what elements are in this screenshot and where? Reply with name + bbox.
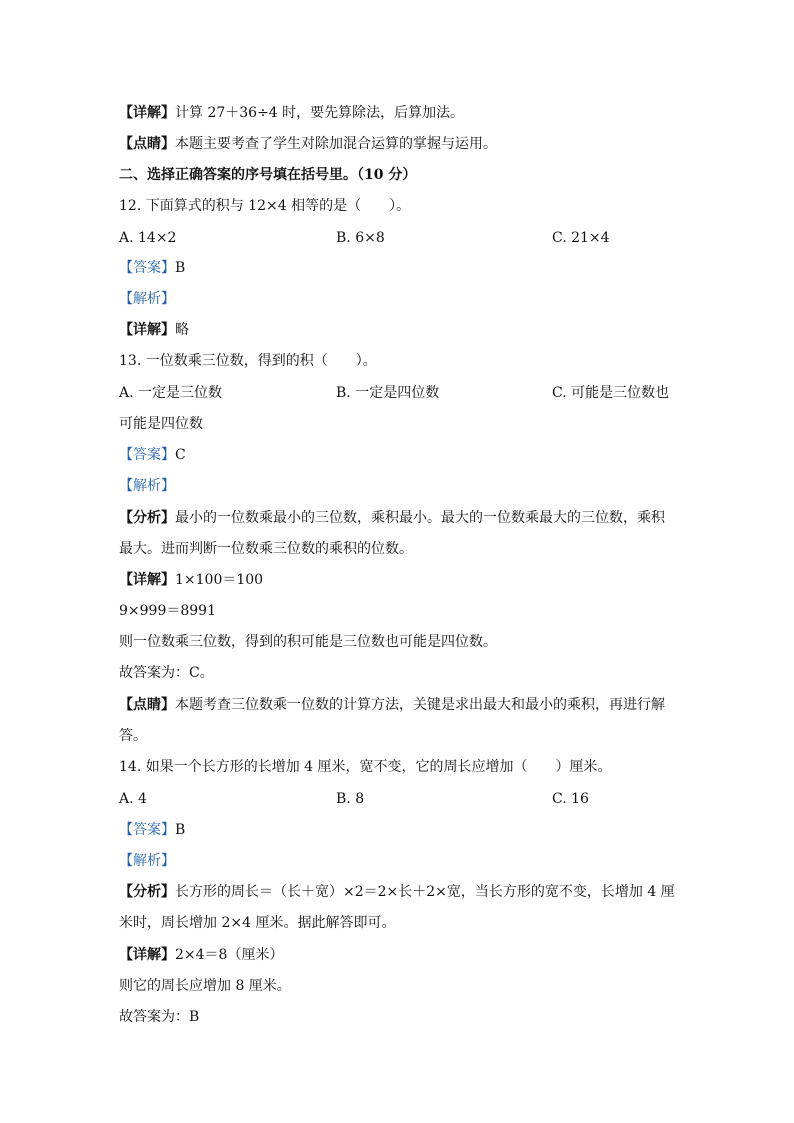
- final-answer-line: 故答案为：C。: [119, 665, 214, 681]
- section-heading: 二、选择正确答案的序号填在括号里。（10 分）: [119, 167, 417, 183]
- q14-option-c: C. 16: [552, 791, 589, 807]
- answer-line: [119, 821, 185, 839]
- key-point-continued: 答。: [119, 728, 147, 744]
- analysis-detail-text: 最小的一位数乘最小的三位数，乘积最小。最大的一位数乘最大的三位数，乘积: [175, 510, 665, 526]
- key-point-line: [119, 135, 497, 153]
- detail-continued: 则一位数乘三位数，得到的积可能是三位数也可能是四位数。: [119, 634, 497, 650]
- q13-option-a: A. 一定是三位数: [119, 385, 223, 401]
- detail-tag: 【详解】: [119, 105, 175, 121]
- detail-text: 计算 27＋36÷4 时，要先算除法，后算加法。: [175, 105, 465, 121]
- question-13-stem: 13. 一位数乘三位数，得到的积（ ）。: [119, 353, 377, 369]
- detail-tag: 【详解】: [119, 322, 175, 338]
- analysis-detail-continued: 米时，周长增加 2×4 厘米。据此解答即可。: [119, 915, 396, 931]
- q12-option-a: A. 14×2: [119, 230, 177, 246]
- q14-option-b: B. 8: [336, 791, 365, 807]
- q13-option-c-continued: 可能是四位数: [119, 416, 203, 432]
- q12-option-b: B. 6×8: [336, 230, 385, 246]
- analysis-tag: 【解析】: [119, 478, 175, 494]
- answer-tag: 【答案】: [119, 260, 175, 276]
- detail-text: 略: [175, 322, 189, 338]
- q13-option-c: C. 可能是三位数也: [552, 385, 670, 401]
- analysis-detail-line: [119, 883, 675, 901]
- key-point-tag: 【点睛】: [119, 136, 175, 152]
- key-point-text: 本题主要考查了学生对除加混合运算的掌握与运用。: [175, 136, 497, 152]
- q14-option-a: A. 4: [119, 791, 147, 807]
- detail-continued: 9×999＝8991: [119, 603, 216, 619]
- detail-line: [119, 571, 263, 589]
- answer-text: B: [175, 260, 186, 276]
- question-12-stem: 12. 下面算式的积与 12×4 相等的是（ ）。: [119, 198, 411, 214]
- detail-tag: 【详解】: [119, 947, 175, 963]
- analysis-line: [119, 290, 175, 308]
- q13-option-b: B. 一定是四位数: [336, 385, 440, 401]
- answer-line: [119, 259, 185, 277]
- key-point-line: [119, 696, 665, 714]
- analysis-detail-text: 长方形的周长＝（长＋宽）×2＝2×长＋2×宽，当长方形的宽不变，长增加 4 厘: [175, 884, 675, 900]
- analysis-detail-line: [119, 509, 665, 527]
- analysis-line: [119, 852, 175, 870]
- q12-option-c: C. 21×4: [552, 230, 610, 246]
- analysis-detail-continued: 最大。进而判断一位数乘三位数的乘积的位数。: [119, 541, 413, 557]
- analysis-tag: 【解析】: [119, 291, 175, 307]
- detail-line: [119, 946, 283, 964]
- detail-text: 1×100＝100: [175, 572, 264, 588]
- key-point-text: 本题考查三位数乘一位数的计算方法，关键是求出最大和最小的乘积，再进行解: [175, 697, 665, 713]
- key-point-tag: 【点睛】: [119, 697, 175, 713]
- detail-text: 2×4＝8（厘米）: [175, 947, 284, 963]
- answer-text: C: [175, 447, 186, 463]
- analysis-detail-tag: 【分析】: [119, 884, 175, 900]
- answer-text: B: [175, 822, 186, 838]
- answer-line: [119, 446, 186, 464]
- detail-line: [119, 104, 464, 122]
- detail-line: [119, 321, 189, 339]
- question-14-stem: 14. 如果一个长方形的长增加 4 厘米，宽不变，它的周长应增加（ ）厘米。: [119, 759, 612, 775]
- answer-tag: 【答案】: [119, 822, 175, 838]
- final-answer-line: 故答案为：B: [119, 1009, 200, 1025]
- analysis-tag: 【解析】: [119, 853, 175, 869]
- answer-tag: 【答案】: [119, 447, 175, 463]
- detail-tag: 【详解】: [119, 572, 175, 588]
- analysis-detail-tag: 【分析】: [119, 510, 175, 526]
- detail-continued: 则它的周长应增加 8 厘米。: [119, 978, 291, 994]
- analysis-line: [119, 477, 175, 495]
